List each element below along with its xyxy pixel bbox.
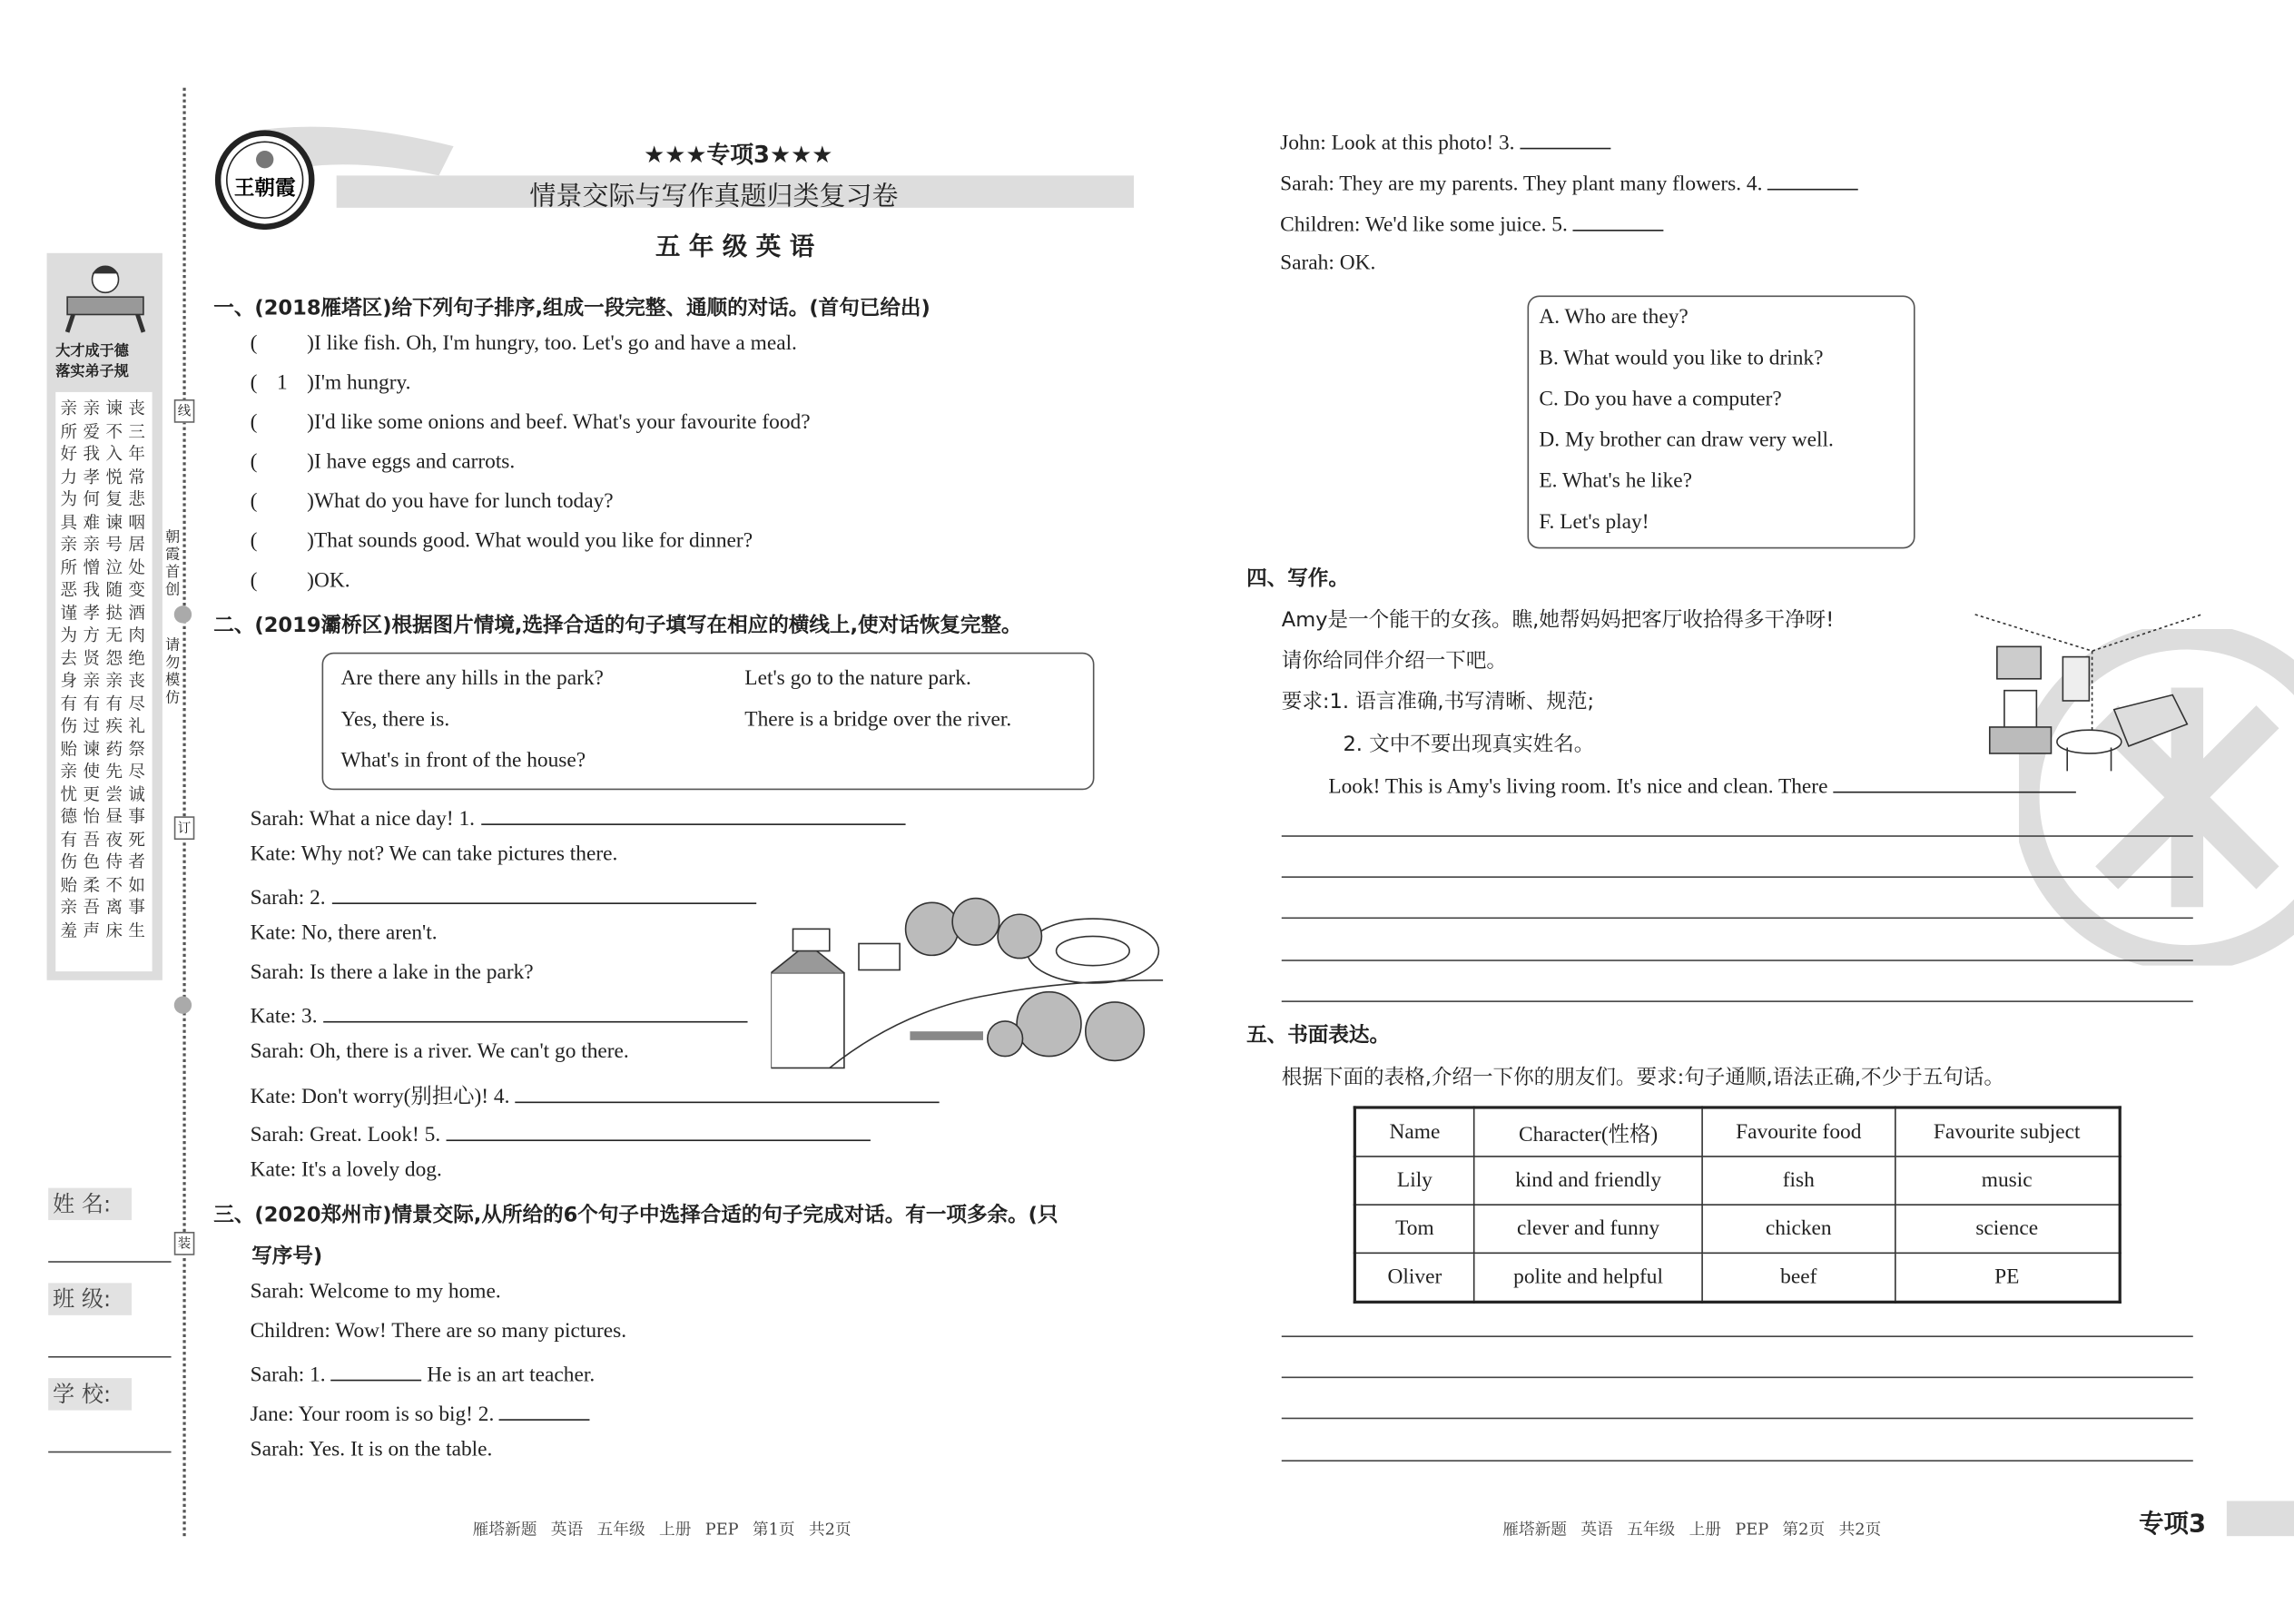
binding-text-no-copy: 请勿模仿 (165, 637, 181, 707)
class-field[interactable] (48, 1356, 171, 1358)
answer-blank[interactable] (1573, 209, 1664, 231)
section5-heading: 五、书面表达。 (1246, 1024, 1391, 1048)
paren-close: ) (307, 371, 314, 396)
table-cell: Tom (1354, 1205, 1473, 1253)
order-item (251, 450, 516, 475)
svg-text:王朝霞: 王朝霞 (233, 176, 296, 201)
dialogue-line: Sarah: 2. (250, 886, 326, 910)
answer-blank[interactable] (331, 882, 755, 904)
slogan-1: 大才成于德 (55, 343, 129, 360)
dialogue-row (251, 1119, 871, 1148)
dialogue-line: Sarah: Is there a lake in the park? (250, 960, 534, 985)
school-label: 学 校: (48, 1378, 132, 1410)
section4-heading: 四、写作。 (1246, 567, 1349, 592)
dialogue-row (251, 921, 438, 946)
logo-small-icon (174, 996, 192, 1013)
order-item-text: I'd like some onions and beef. What's your favourite food? (313, 410, 811, 435)
order-item-text: What do you have for lunch today? (313, 489, 614, 514)
option: There is a bridge over the river. (744, 708, 1012, 732)
option: What's in front of the house? (340, 749, 586, 773)
dialogue-row (251, 842, 618, 867)
paren-open: ( (250, 371, 258, 396)
order-item-text: I have eggs and carrots. (313, 450, 516, 475)
table-header-cell: Name (1354, 1107, 1473, 1156)
table-cell: polite and helpful (1474, 1253, 1703, 1302)
order-item-text: I'm hungry. (313, 371, 411, 396)
table-cell: Lily (1354, 1156, 1473, 1205)
option: A. Who are they? (1539, 305, 1689, 330)
table-header-cell: Character(性格) (1474, 1107, 1703, 1156)
table-header-cell: Favourite food (1702, 1107, 1895, 1156)
dialogue-line: Kate: Why not? We can take pictures there. (250, 842, 618, 867)
dialogue-line: Sarah: They are my parents. They plant many flowers. 4. (1280, 172, 1763, 196)
dialogue-row (251, 961, 534, 986)
dialogue-row (251, 1158, 442, 1183)
park-illustration (771, 892, 1163, 1075)
section1-heading: 一、(2018雁塔区)给下列句子排序,组成一段完整、通顺的对话。(首句已给出) (213, 297, 930, 320)
section2-options-box (322, 653, 1095, 790)
table-cell: chicken (1702, 1205, 1895, 1253)
writing-line[interactable] (1282, 960, 2193, 961)
dialogue-line: Kate: No, there aren't. (250, 921, 438, 946)
table-cell: clever and funny (1474, 1205, 1703, 1253)
writing-line[interactable] (1282, 917, 2193, 919)
option: Are there any hills in the park? (340, 666, 604, 691)
dialogue-row (251, 882, 756, 911)
dialogue-line: He is an art teacher. (427, 1363, 596, 1387)
dialogue-line: Sarah: What a nice day! 1. (250, 807, 476, 832)
order-item-text: That sounds good. What would you like for dinner? (313, 529, 753, 554)
dialogue-line: Kate: Don't worry(别担心)! 4. (250, 1085, 510, 1109)
logo-small-icon (174, 605, 192, 623)
dialogue-row (251, 1000, 748, 1029)
order-number-input[interactable]: 1 (276, 371, 288, 396)
dialogue-line: Children: We'd like some juice. 5. (1280, 213, 1568, 238)
mark-bind: 订 (174, 816, 195, 840)
tag-band (2227, 1501, 2294, 1537)
writing-line[interactable] (1282, 835, 2193, 837)
answer-blank[interactable] (480, 803, 904, 825)
school-field[interactable] (48, 1452, 171, 1453)
paren-close: ) (307, 568, 314, 593)
living-room-illustration (1968, 607, 2210, 775)
poem-column: 丧三年 常悲咽 居处变 酒肉绝 丧尽礼 祭尽诚 事死者 如事生 (128, 398, 150, 940)
topic-badge: ★★★专项3★★★ (644, 140, 833, 169)
dialogue-line: John: Look at this photo! 3. (1280, 132, 1515, 155)
writing-prompt: 请你给同伴介绍一下吧。 (1281, 649, 1507, 674)
writing-blank[interactable] (1833, 771, 2076, 792)
mark-fold: 装 (174, 1232, 195, 1255)
answer-blank[interactable] (1767, 168, 1858, 190)
table-row (1354, 1205, 2120, 1253)
answer-blank[interactable] (323, 1000, 747, 1022)
table-cell: music (1895, 1156, 2120, 1205)
friends-table (1354, 1106, 2122, 1304)
footer-page2: 雁塔新题 英语 五年级 上册 PEP 第2页 共2页 (1502, 1520, 1882, 1540)
answer-blank[interactable] (516, 1081, 940, 1103)
brand-logo (212, 124, 318, 230)
dialogue-line: Sarah: Great. Look! 5. (250, 1123, 441, 1147)
answer-blank[interactable] (330, 1359, 421, 1381)
writing-line[interactable] (1282, 1000, 2193, 1002)
table-cell: beef (1702, 1253, 1895, 1302)
order-item (251, 332, 797, 357)
option: Let's go to the nature park. (744, 666, 971, 691)
writing-starter: Look! This is Amy's living room. It's nice and clean. There (1328, 775, 1828, 799)
topic-tag: 专项3 (2139, 1510, 2207, 1540)
slogan-2: 落实弟子规 (55, 364, 129, 381)
dialogue-row (251, 1079, 940, 1110)
order-item (251, 529, 753, 554)
class-label: 班 级: (48, 1283, 132, 1314)
option: F. Let's play! (1539, 510, 1649, 535)
dialogue-line: Sarah: Oh, there is a river. We can't go there. (250, 1039, 629, 1064)
option: D. My brother can draw very well. (1539, 428, 1834, 452)
table-row (1354, 1156, 2120, 1205)
order-item-text: I like fish. Oh, I'm hungry, too. Let's go and have a meal. (313, 331, 797, 356)
writing-requirement: 要求:1. 语言准确,书写清晰、规范; (1281, 690, 1595, 714)
dizigui-poem (55, 392, 152, 971)
student-reading-icon (47, 253, 162, 341)
dialogue-line: Sarah: Welcome to my home. (250, 1280, 501, 1304)
dialogue-line: Children: Wow! There are so many pictures. (250, 1319, 627, 1343)
section2-heading: 二、(2019灞桥区)根据图片情境,选择合适的句子填写在相应的横线上,使对话恢复完整。 (213, 614, 1022, 638)
writing-line[interactable] (1282, 1377, 2193, 1379)
option: Yes, there is. (340, 708, 450, 732)
name-field[interactable] (48, 1261, 171, 1263)
paren-close: ) (307, 331, 314, 356)
order-item (251, 411, 811, 436)
answer-blank[interactable] (447, 1119, 871, 1141)
table-cell: science (1895, 1205, 2120, 1253)
writing-line[interactable] (1282, 1418, 2193, 1420)
dialogue-line: Sarah: 1. (250, 1363, 326, 1387)
writing-line[interactable] (1282, 1460, 2193, 1462)
paren-open: ( (250, 410, 258, 435)
table-cell: Oliver (1354, 1253, 1473, 1302)
paren-open: ( (250, 529, 258, 554)
poem-column: 谏不入 悦复谏 号泣随 挞无怨 亲有疾 药先尝 昼夜侍 不离床 (105, 398, 127, 940)
writing-requirement: 2. 文中不要出现真实姓名。 (1343, 733, 1595, 757)
order-item (251, 490, 614, 515)
table-row (1354, 1253, 2120, 1302)
dialogue-line: Sarah: OK. (1280, 251, 1376, 275)
table-header-row (1354, 1107, 2120, 1156)
order-item-text: OK. (313, 568, 350, 593)
paren-open: ( (250, 489, 258, 514)
dialogue-row (251, 803, 905, 832)
paren-open: ( (250, 331, 258, 356)
paren-open: ( (250, 568, 258, 593)
page-title: 情景交际与写作真题归类复习卷 (529, 181, 899, 212)
answer-blank[interactable] (1520, 127, 1610, 149)
section3-heading-cont: 写序号) (251, 1245, 323, 1269)
name-label: 姓 名: (48, 1188, 132, 1220)
dialogue-line: Kate: 3. (250, 1005, 318, 1029)
table-cell: kind and friendly (1474, 1156, 1703, 1205)
dialogue-row (251, 1040, 629, 1065)
poem-column: 亲所好 力为具 亲所恶 谨为去 身有伤 贻亲忧 德有伤 贻亲羞 (60, 398, 82, 940)
mark-line: 线 (174, 399, 195, 423)
poem-column: 亲爱我 孝何难 亲憎我 孝方贤 亲有过 谏使更 怡吾色 柔吾声 (83, 398, 104, 940)
section3-options-box (1528, 296, 1915, 549)
footer-page1: 雁塔新题 英语 五年级 上册 PEP 第1页 共2页 (472, 1520, 852, 1540)
table-header-cell: Favourite subject (1895, 1107, 2120, 1156)
dialogue-line: Kate: It's a lovely dog. (250, 1158, 442, 1183)
table-cell: PE (1895, 1253, 2120, 1302)
writing-line[interactable] (1282, 1335, 2193, 1337)
option: B. What would you like to drink? (1539, 346, 1824, 370)
option: C. Do you have a computer? (1539, 388, 1782, 411)
binding-text-original: 朝霞首创 (165, 529, 181, 599)
section3-heading: 三、(2020郑州市)情景交际,从所给的6个句子中选择合适的句子完成对话。有一项多余。(只 (213, 1204, 1058, 1228)
paren-open: ( (250, 450, 258, 475)
dialogue-line: Sarah: Yes. It is on the table. (250, 1438, 493, 1462)
page-subtitle: 五 年 级 英 语 (655, 232, 815, 262)
binding-line (182, 88, 185, 1536)
answer-blank[interactable] (499, 1399, 590, 1421)
table-cell: fish (1702, 1156, 1895, 1205)
paren-close: ) (307, 489, 314, 514)
order-item (251, 371, 411, 396)
paren-close: ) (307, 450, 314, 475)
option: E. What's he like? (1539, 469, 1693, 494)
paren-close: ) (307, 529, 314, 554)
dialogue-line: Jane: Your room is so big! 2. (250, 1403, 495, 1427)
paren-close: ) (307, 410, 314, 435)
writing-line[interactable] (1282, 876, 2193, 878)
section5-prompt: 根据下面的表格,介绍一下你的朋友们。要求:句子通顺,语法正确,不少于五句话。 (1281, 1066, 2005, 1090)
writing-prompt: Amy是一个能干的女孩。瞧,她帮妈妈把客厅收拾得多干净呀! (1281, 608, 1835, 633)
order-item (251, 569, 350, 594)
